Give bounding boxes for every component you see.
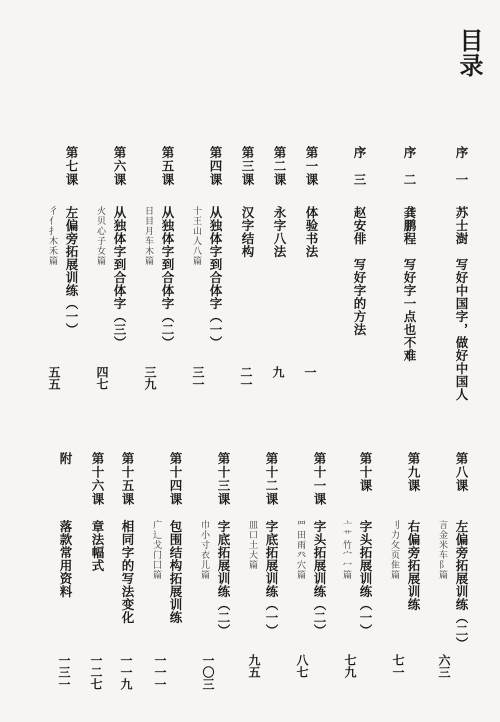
entry-number: 第十课	[358, 452, 373, 493]
entry-title: 字底拓展训练（二）	[216, 520, 231, 637]
toc-entry-title[interactable]	[404, 520, 422, 611]
page-number: 四七	[95, 366, 109, 390]
entry-title: 汉字结构	[240, 206, 255, 258]
entry-number: 序 一	[454, 146, 469, 187]
entry-title: 章法幅式	[90, 520, 105, 572]
entry-number: 第三课	[240, 146, 255, 187]
toc-entry[interactable]	[350, 146, 368, 206]
entry-title: 从独体字到合体字（二）	[160, 206, 175, 349]
entry-number: 第六课	[112, 146, 127, 187]
entry-number: 第四课	[208, 146, 223, 187]
toc-entry[interactable]	[270, 146, 288, 206]
toc-entry-title[interactable]	[356, 520, 374, 637]
entry-number: 第八课	[454, 452, 469, 493]
entry-title: 左偏旁拓展训练（一）	[64, 206, 79, 336]
entry-number: 第十四课	[168, 452, 183, 506]
entry-number: 第九课	[406, 452, 421, 493]
entry-title: 体验书法	[304, 206, 319, 258]
page-number: 七九	[343, 654, 357, 678]
entry-subtitle: 火贝心子女篇	[95, 206, 105, 266]
toc-entry-title[interactable]	[452, 520, 470, 650]
toc-entry-title[interactable]	[310, 520, 328, 637]
page-number: 五五	[47, 366, 61, 390]
entry-title: 永字八法	[272, 206, 287, 258]
toc-entry[interactable]	[262, 452, 280, 512]
entry-subtitle: 亠艹竹宀冖篇	[341, 520, 351, 580]
entry-title: 右偏旁拓展训练	[406, 520, 421, 611]
entry-number: 附	[58, 452, 73, 466]
toc-entry-title[interactable]	[214, 520, 232, 637]
entry-subtitle: 十王山人八篇	[191, 206, 201, 266]
toc-entry-title[interactable]	[166, 520, 184, 624]
entry-title: 字底拓展训练（一）	[264, 520, 279, 637]
entry-subtitle: 广辶戈门囗篇	[151, 520, 161, 580]
entry-subtitle: 罒田雨癶穴篇	[295, 520, 305, 580]
entry-number: 第七课	[64, 146, 79, 187]
entry-number: 第十一课	[312, 452, 327, 506]
toc-entry-title[interactable]	[158, 206, 176, 349]
toc-entry[interactable]	[214, 452, 232, 512]
toc-entry[interactable]	[118, 452, 136, 512]
entry-number: 第一课	[304, 146, 319, 187]
toc-entry-title[interactable]	[452, 206, 470, 401]
entry-title: 字头拓展训练（一）	[358, 520, 373, 637]
entry-number: 第十六课	[90, 452, 105, 506]
entry-title: 落款常用资料	[58, 520, 73, 598]
toc-entry-title[interactable]	[350, 206, 368, 336]
page-number: 一〇三	[201, 654, 215, 690]
entry-subtitle: 刂力攵页隹篇	[389, 520, 399, 580]
page-number: 九	[271, 366, 285, 378]
toc-entry[interactable]	[404, 452, 422, 512]
entry-title: 左偏旁拓展训练（二）	[454, 520, 469, 650]
toc-entry[interactable]	[166, 452, 184, 512]
toc-entry-title[interactable]	[110, 206, 128, 349]
toc-entry[interactable]	[452, 452, 470, 512]
entry-title: 苏士澍 写好中国字，做好中国人	[454, 206, 469, 401]
toc-entry-title[interactable]	[270, 206, 288, 258]
entry-subtitle: 言金米车阝篇	[437, 520, 447, 580]
entry-title: 字头拓展训练（二）	[312, 520, 327, 637]
toc-entry-title[interactable]	[206, 206, 224, 349]
toc-entry[interactable]	[158, 146, 176, 206]
toc-entry[interactable]	[62, 146, 80, 206]
entry-title: 相同字的写法变化	[120, 520, 135, 624]
page-number: 八七	[295, 654, 309, 678]
entry-subtitle: 日目月车木篇	[143, 206, 153, 266]
toc-entry[interactable]	[88, 452, 106, 512]
entry-number: 序 三	[352, 146, 367, 187]
toc-entry-title[interactable]	[262, 520, 280, 637]
toc-entry-title[interactable]	[118, 520, 136, 624]
toc-entry[interactable]	[206, 146, 224, 206]
toc-entry[interactable]	[356, 452, 374, 512]
page-number: 一三一	[57, 654, 71, 690]
page-number: 三一	[191, 366, 205, 390]
entry-title: 包围结构拓展训练	[168, 520, 183, 624]
page-number: 九五	[247, 654, 261, 678]
entry-number: 第十二课	[264, 452, 279, 506]
toc-entry[interactable]	[56, 452, 74, 512]
toc-entry-title[interactable]	[62, 206, 80, 336]
toc-entry-title[interactable]	[238, 206, 256, 258]
page-number: 一	[303, 366, 317, 378]
page-number: 六三	[437, 654, 451, 678]
toc-entry-title[interactable]	[400, 206, 418, 362]
entry-number: 第二课	[272, 146, 287, 187]
toc-entry[interactable]	[302, 146, 320, 206]
page-number: 七一	[391, 654, 405, 678]
entry-subtitle: 彳亻扌木禾篇	[47, 206, 57, 266]
toc-entry[interactable]	[452, 146, 470, 206]
page-number: 一二七	[89, 654, 103, 690]
page-number: 一一一	[153, 654, 167, 690]
entry-subtitle: 巾小寸衣儿篇	[199, 520, 209, 580]
toc-entry[interactable]	[238, 146, 256, 206]
toc-entry[interactable]	[110, 146, 128, 206]
entry-subtitle: 皿口土大篇	[247, 520, 257, 570]
entry-number: 第十五课	[120, 452, 135, 506]
entry-number: 第十三课	[216, 452, 231, 506]
toc-entry-title[interactable]	[56, 520, 74, 598]
entry-title: 从独体字到合体字（三）	[112, 206, 127, 349]
toc-entry-title[interactable]	[302, 206, 320, 258]
toc-entry-title[interactable]	[88, 520, 106, 572]
entry-title: 从独体字到合体字（一）	[208, 206, 223, 349]
page-number: 二一	[239, 366, 253, 390]
entry-title: 赵安俳 写好字的方法	[352, 206, 367, 336]
entry-title: 龚鹏程 写好字一点也不难	[402, 206, 417, 362]
toc-entry[interactable]	[310, 452, 328, 512]
toc-entry[interactable]	[400, 146, 418, 206]
page-number: 一一九	[119, 654, 133, 690]
page-title: 目录	[455, 28, 484, 78]
page-number: 三九	[143, 366, 157, 390]
entry-number: 序 二	[402, 146, 417, 187]
entry-number: 第五课	[160, 146, 175, 187]
